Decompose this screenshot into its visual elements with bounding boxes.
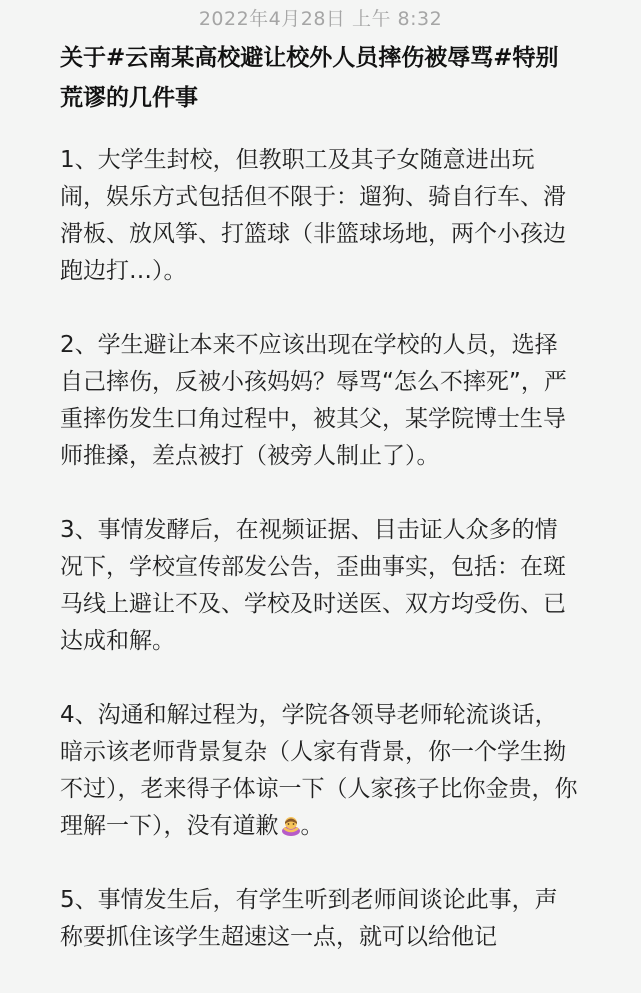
- paragraph-4: 4、沟通和解过程为，学院各领导老师轮流谈话，暗示该老师背景复杂（人家有背景，你一个学生拗不过），老来得子体谅一下（人家孩子比你金贵，你理解一下），没有道歉 。: [60, 702, 578, 839]
- bowing-person-emoji-icon: [281, 814, 301, 836]
- paragraph-2: [60, 327, 578, 475]
- paragraph-3: [60, 512, 578, 660]
- paragraph-4-text: 4、沟通和解过程为，学院各领导老师轮流谈话，暗示该老师背景复杂（人家有背景，你一个学生拗不过），老来得子体谅一下（人家孩子比你金贵，你理解一下），没有道歉: [60, 702, 578, 839]
- paragraph-5: [60, 882, 578, 956]
- paragraph-5-text: 5、事情发生后，有学生听到老师间谈论此事，声称要抓住该学生超速这一点，就可以给他记: [60, 887, 558, 950]
- post-body: [60, 142, 578, 993]
- paragraph-1: [60, 142, 578, 290]
- paragraph-2-text: 2、学生避让本来不应该出现在学校的人员，选择自己摔伤，反被小孩妈妈？辱骂“怎么不摔死”，严重摔伤发生口角过程中，被其父，某学院博士生导师推搡，差点被打（被旁人制止了）。: [60, 332, 567, 469]
- paragraph-1-text: 1、大学生封校，但教职工及其子女随意进出玩闹，娱乐方式包括但不限于：遛狗、骑自行车、滑滑板、放风筝、打篮球（非篮球场地，两个小孩边跑边打…）。: [60, 147, 566, 284]
- post-timestamp: 2022年4月28日 上午 8:32: [198, 8, 443, 30]
- paragraph-3-text: 3、事情发酵后，在视频证据、目击证人众多的情况下，学校宣传部发公告，歪曲事实，包括：在斑马线上避让不及、学校及时送医、双方均受伤、已达成和解。: [60, 517, 566, 654]
- post-title: 关于#云南某高校避让校外人员摔伤被辱骂#特别荒谬的几件事: [60, 45, 559, 111]
